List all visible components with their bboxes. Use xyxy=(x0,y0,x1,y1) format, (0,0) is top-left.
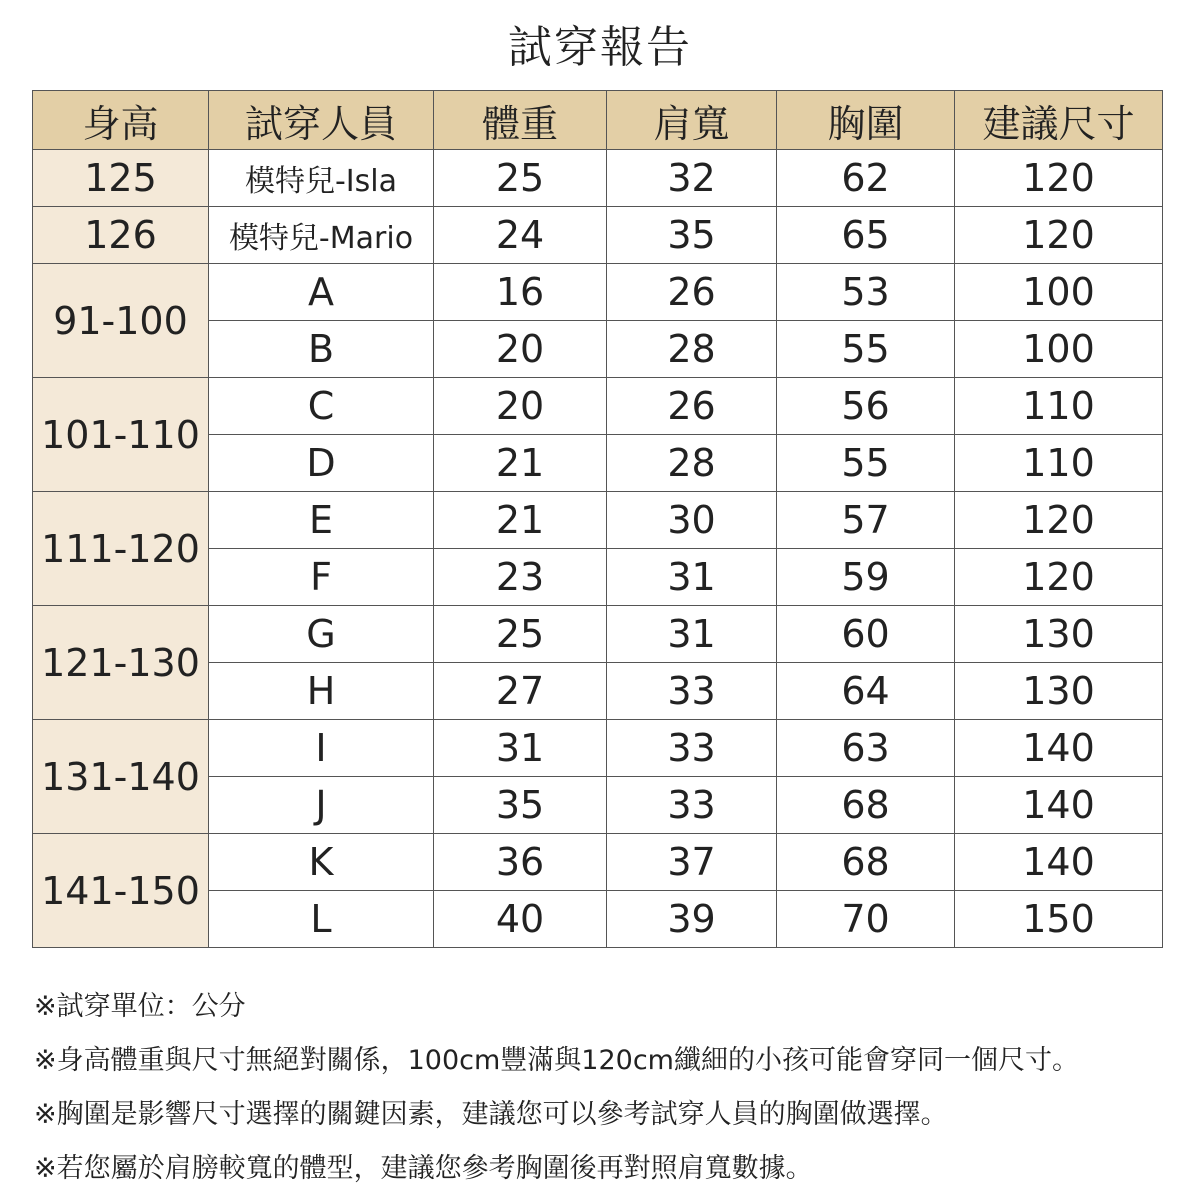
height-cell: 125 xyxy=(33,150,209,207)
weight-cell: 20 xyxy=(434,321,607,378)
shoulder-cell: 33 xyxy=(607,663,777,720)
chest-cell: 62 xyxy=(777,150,955,207)
header-recommended-size: 建議尺寸 xyxy=(955,91,1163,150)
weight-cell: 16 xyxy=(434,264,607,321)
weight-cell: 35 xyxy=(434,777,607,834)
table-row xyxy=(33,606,1163,663)
tester-cell: F xyxy=(209,549,434,606)
table-row xyxy=(33,207,1163,264)
header-chest: 胸圍 xyxy=(777,91,955,150)
chest-cell: 68 xyxy=(777,777,955,834)
weight-cell: 23 xyxy=(434,549,607,606)
note-unit: ※試穿單位：公分 xyxy=(34,991,246,1022)
tester-cell: B xyxy=(209,321,434,378)
weight-cell: 21 xyxy=(434,492,607,549)
chest-cell: 57 xyxy=(777,492,955,549)
tester-cell: I xyxy=(209,720,434,777)
weight-cell: 20 xyxy=(434,378,607,435)
shoulder-cell: 26 xyxy=(607,264,777,321)
height-cell: 131-140 xyxy=(33,720,209,834)
tester-cell: H xyxy=(209,663,434,720)
header-height: 身高 xyxy=(33,91,209,150)
table-row xyxy=(33,492,1163,549)
weight-cell: 21 xyxy=(434,435,607,492)
tester-cell: J xyxy=(209,777,434,834)
shoulder-cell: 35 xyxy=(607,207,777,264)
note-height-weight: ※身高體重與尺寸無絕對關係，100cm豐滿與120cm纖細的小孩可能會穿同一個尺寸。 xyxy=(34,1045,1079,1076)
shoulder-cell: 33 xyxy=(607,777,777,834)
tester-cell: G xyxy=(209,606,434,663)
size-cell: 130 xyxy=(955,663,1163,720)
size-cell: 120 xyxy=(955,549,1163,606)
header-weight: 體重 xyxy=(434,91,607,150)
table-row xyxy=(33,720,1163,777)
size-cell: 110 xyxy=(955,378,1163,435)
chest-cell: 65 xyxy=(777,207,955,264)
height-cell: 111-120 xyxy=(33,492,209,606)
tester-cell: A xyxy=(209,264,434,321)
chest-cell: 55 xyxy=(777,435,955,492)
size-cell: 140 xyxy=(955,720,1163,777)
size-cell: 140 xyxy=(955,777,1163,834)
shoulder-cell: 31 xyxy=(607,549,777,606)
weight-cell: 40 xyxy=(434,891,607,948)
height-cell: 126 xyxy=(33,207,209,264)
shoulder-cell: 30 xyxy=(607,492,777,549)
chest-cell: 60 xyxy=(777,606,955,663)
tester-cell: K xyxy=(209,834,434,891)
tester-cell: E xyxy=(209,492,434,549)
note-chest: ※胸圍是影響尺寸選擇的關鍵因素，建議您可以參考試穿人員的胸圍做選擇。 xyxy=(34,1099,948,1130)
header-shoulder-width: 肩寬 xyxy=(607,91,777,150)
table-row xyxy=(33,834,1163,891)
shoulder-cell: 37 xyxy=(607,834,777,891)
size-cell: 100 xyxy=(955,264,1163,321)
chest-cell: 68 xyxy=(777,834,955,891)
shoulder-cell: 39 xyxy=(607,891,777,948)
shoulder-cell: 31 xyxy=(607,606,777,663)
size-cell: 140 xyxy=(955,834,1163,891)
shoulder-cell: 26 xyxy=(607,378,777,435)
tester-cell: 模特兒-Mario xyxy=(209,207,434,264)
size-cell: 120 xyxy=(955,492,1163,549)
table-row xyxy=(33,378,1163,435)
note-shoulder: ※若您屬於肩膀較寬的體型，建議您參考胸圍後再對照肩寬數據。 xyxy=(34,1153,813,1184)
chest-cell: 56 xyxy=(777,378,955,435)
weight-cell: 24 xyxy=(434,207,607,264)
chest-cell: 64 xyxy=(777,663,955,720)
height-cell: 101-110 xyxy=(33,378,209,492)
weight-cell: 36 xyxy=(434,834,607,891)
chest-cell: 70 xyxy=(777,891,955,948)
weight-cell: 27 xyxy=(434,663,607,720)
header-tester: 試穿人員 xyxy=(209,91,434,150)
weight-cell: 25 xyxy=(434,150,607,207)
size-cell: 120 xyxy=(955,207,1163,264)
height-cell: 91-100 xyxy=(33,264,209,378)
fitting-report-table xyxy=(32,90,1163,948)
weight-cell: 25 xyxy=(434,606,607,663)
tester-cell: C xyxy=(209,378,434,435)
height-cell: 121-130 xyxy=(33,606,209,720)
chest-cell: 63 xyxy=(777,720,955,777)
size-cell: 110 xyxy=(955,435,1163,492)
height-cell: 141-150 xyxy=(33,834,209,948)
tester-cell: 模特兒-Isla xyxy=(209,150,434,207)
size-cell: 100 xyxy=(955,321,1163,378)
shoulder-cell: 28 xyxy=(607,321,777,378)
size-cell: 150 xyxy=(955,891,1163,948)
shoulder-cell: 32 xyxy=(607,150,777,207)
chest-cell: 55 xyxy=(777,321,955,378)
table-header-row xyxy=(33,91,1163,150)
notes-section xyxy=(34,980,1174,1196)
chest-cell: 59 xyxy=(777,549,955,606)
weight-cell: 31 xyxy=(434,720,607,777)
shoulder-cell: 33 xyxy=(607,720,777,777)
table-row xyxy=(33,150,1163,207)
chest-cell: 53 xyxy=(777,264,955,321)
size-cell: 120 xyxy=(955,150,1163,207)
page-title: 試穿報告 xyxy=(508,22,692,73)
size-cell: 130 xyxy=(955,606,1163,663)
shoulder-cell: 28 xyxy=(607,435,777,492)
table-row xyxy=(33,264,1163,321)
tester-cell: D xyxy=(209,435,434,492)
tester-cell: L xyxy=(209,891,434,948)
